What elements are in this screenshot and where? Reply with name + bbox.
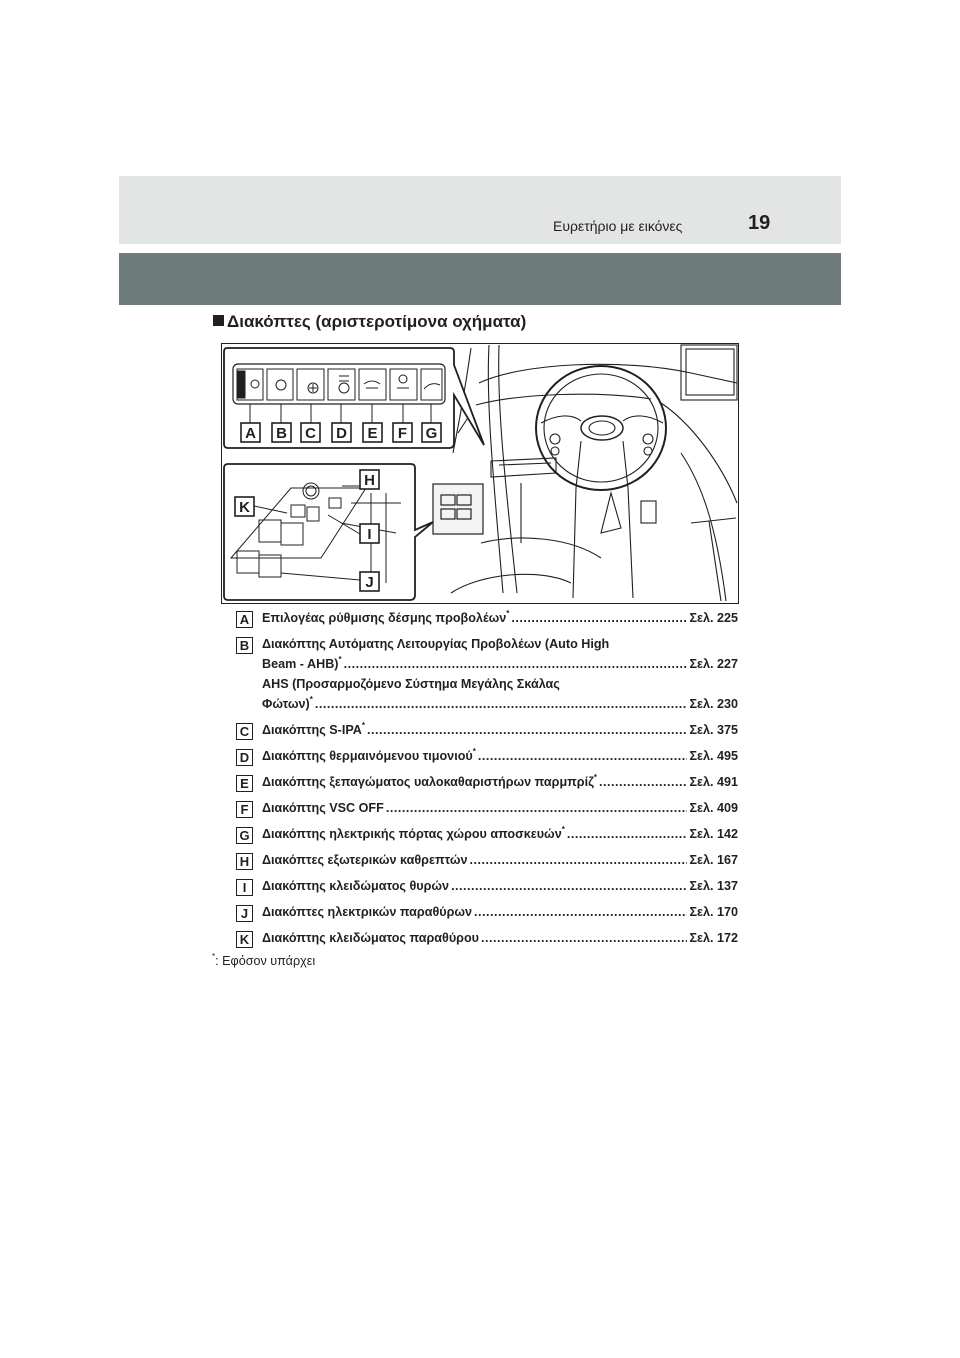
page-reference[interactable]: Σελ. 227 bbox=[689, 657, 738, 671]
section-title bbox=[213, 312, 526, 332]
list-item bbox=[236, 850, 738, 870]
callout-label-h: H bbox=[364, 472, 375, 489]
list-item bbox=[236, 928, 738, 948]
footnote-marker: * bbox=[506, 608, 510, 618]
list-item bbox=[236, 902, 738, 922]
dot-leader bbox=[481, 928, 687, 948]
entry-text: Διακόπτης θερμαινόμενου τιμονιού bbox=[262, 749, 473, 763]
entry-line bbox=[262, 674, 738, 694]
footnote-marker: * bbox=[309, 694, 313, 704]
footnote-text: : Εφόσον υπάρχει bbox=[215, 954, 316, 968]
page-reference[interactable]: Σελ. 495 bbox=[689, 749, 738, 763]
section-title-text: Διακόπτες (αριστεροτίμονα οχήματα) bbox=[227, 312, 527, 331]
dot-leader bbox=[474, 902, 687, 922]
entry-line bbox=[262, 654, 738, 674]
badge-i: I bbox=[236, 879, 253, 896]
footnote-marker: * bbox=[361, 720, 366, 730]
badge-b: B bbox=[236, 637, 253, 654]
entry-line bbox=[262, 720, 738, 740]
badge-e: E bbox=[236, 775, 253, 792]
page-reference[interactable]: Σελ. 170 bbox=[689, 905, 738, 919]
dot-leader bbox=[344, 654, 688, 674]
page-reference[interactable]: Σελ. 172 bbox=[689, 931, 738, 945]
badge-k: K bbox=[236, 931, 253, 948]
footnote bbox=[212, 951, 316, 968]
badge-c: C bbox=[236, 723, 253, 740]
footnote-star: * bbox=[212, 951, 216, 961]
entry-text: Διακόπτης S-IPA bbox=[262, 723, 362, 737]
page-reference[interactable]: Σελ. 137 bbox=[689, 879, 738, 893]
callout-label-a: A bbox=[245, 425, 256, 442]
list-item bbox=[236, 824, 738, 844]
callout-label-c: C bbox=[305, 425, 316, 442]
top-switch-callout bbox=[224, 348, 484, 448]
page-reference[interactable]: Σελ. 230 bbox=[689, 697, 738, 711]
entry-line bbox=[262, 902, 738, 922]
page-reference[interactable]: Σελ. 167 bbox=[689, 853, 738, 867]
footnote-marker: * bbox=[561, 824, 565, 834]
entry-text: Διακόπτης ηλεκτρικής πόρτας χώρου αποσκευών bbox=[262, 827, 562, 841]
header-section-title: Ευρετήριο με εικόνες bbox=[553, 218, 683, 234]
list-item bbox=[236, 608, 738, 628]
page-reference[interactable]: Σελ. 375 bbox=[689, 723, 738, 737]
list-item bbox=[236, 772, 738, 792]
dot-leader bbox=[470, 850, 688, 870]
callout-label-e: E bbox=[367, 425, 378, 442]
list-item bbox=[236, 720, 738, 740]
entry-line bbox=[262, 798, 738, 818]
callout-label-k: K bbox=[239, 499, 250, 516]
header-band bbox=[119, 176, 841, 244]
entry-text: Beam - AHB) bbox=[262, 657, 339, 671]
badge-f: F bbox=[236, 801, 253, 818]
dot-leader bbox=[567, 824, 688, 844]
footnote-marker: * bbox=[593, 772, 598, 782]
badge-g: G bbox=[236, 827, 253, 844]
entry-line bbox=[262, 824, 738, 844]
square-bullet-icon bbox=[213, 315, 224, 326]
list-item bbox=[236, 634, 738, 714]
footnote-marker: * bbox=[472, 746, 476, 756]
callout-label-g: G bbox=[425, 425, 438, 442]
entry-text: Φώτων) bbox=[262, 697, 310, 711]
dot-leader bbox=[386, 798, 688, 818]
entry-line bbox=[262, 928, 738, 948]
entry-text: Επιλογέας ρύθμισης δέσμης προβολέων bbox=[262, 611, 507, 625]
entry-text: Διακόπτης κλειδώματος παραθύρου bbox=[262, 931, 479, 945]
dot-leader bbox=[478, 746, 688, 766]
dot-leader bbox=[451, 876, 687, 896]
entry-text: Διακόπτης Αυτόματης Λειτουργίας Προβολέων (Auto High bbox=[262, 637, 610, 651]
badge-d: D bbox=[236, 749, 253, 766]
badge-j: J bbox=[236, 905, 253, 922]
badge-h: H bbox=[236, 853, 253, 870]
switch-index-list bbox=[236, 608, 738, 948]
entry-line bbox=[262, 634, 738, 654]
footnote-marker: * bbox=[338, 654, 342, 664]
entry-line bbox=[262, 876, 738, 896]
dot-leader bbox=[315, 694, 688, 714]
entry-line bbox=[262, 608, 738, 628]
list-item bbox=[236, 798, 738, 818]
callout-label-i: I bbox=[367, 526, 372, 543]
entry-text: Διακόπτης κλειδώματος θυρών bbox=[262, 879, 450, 893]
page-number: 19 bbox=[748, 212, 771, 234]
list-item bbox=[236, 746, 738, 766]
page-reference[interactable]: Σελ. 225 bbox=[689, 611, 738, 625]
badge-a: A bbox=[236, 611, 253, 628]
callout-label-d: D bbox=[336, 425, 347, 442]
entry-line bbox=[262, 694, 738, 714]
callout-label-f: F bbox=[397, 425, 408, 442]
entry-text: Διακόπτης ξεπαγώματος υαλοκαθαριστήρων παρμπρίζ bbox=[262, 775, 594, 789]
callout-label-b: B bbox=[276, 425, 287, 442]
entry-text: Διακόπτες εξωτερικών καθρεπτών bbox=[262, 853, 468, 867]
page-reference[interactable]: Σελ. 142 bbox=[689, 827, 738, 841]
dot-leader bbox=[367, 720, 687, 740]
entry-line bbox=[262, 772, 738, 792]
bottom-switch-callout bbox=[224, 464, 433, 600]
dashboard-illustration bbox=[221, 343, 739, 604]
callout-label-j: J bbox=[365, 574, 374, 591]
entry-text: AHS (Προσαρμοζόμενο Σύστημα Μεγάλης Σκάλας bbox=[262, 677, 560, 691]
page-reference[interactable]: Σελ. 491 bbox=[689, 775, 738, 789]
entry-text: Διακόπτης VSC OFF bbox=[262, 801, 384, 815]
page-reference[interactable]: Σελ. 409 bbox=[689, 801, 738, 815]
dot-leader bbox=[599, 772, 687, 792]
entry-line bbox=[262, 746, 738, 766]
entry-line bbox=[262, 850, 738, 870]
door-switch-panel bbox=[433, 484, 483, 534]
list-item bbox=[236, 876, 738, 896]
header-bar bbox=[119, 253, 841, 305]
entry-text: Διακόπτες ηλεκτρικών παραθύρων bbox=[262, 905, 473, 919]
dot-leader bbox=[511, 608, 687, 628]
